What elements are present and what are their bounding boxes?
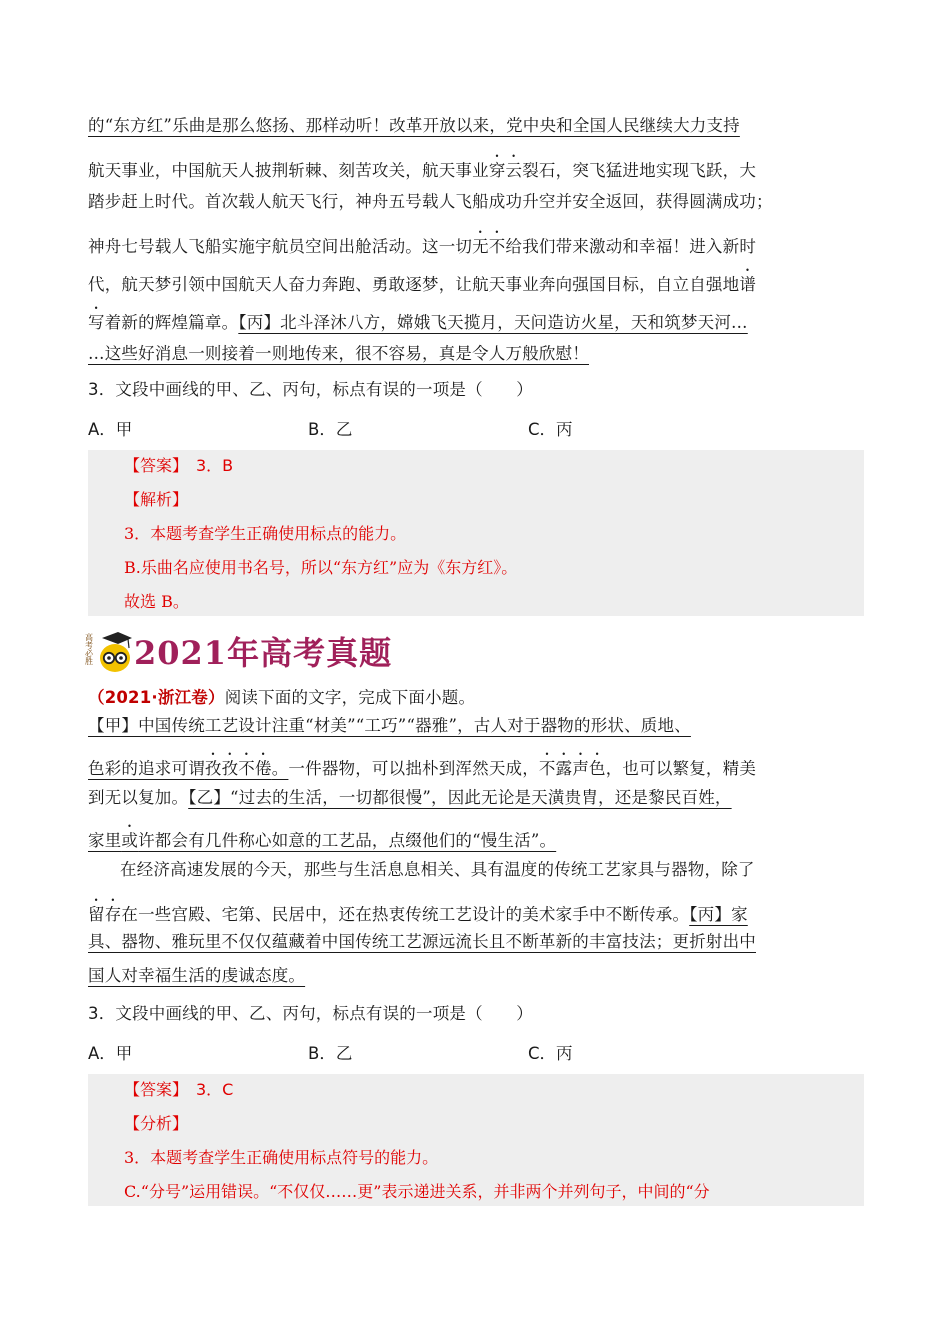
question1-option-c[interactable]: C．丙 (528, 420, 573, 439)
answer-box-1 (88, 450, 864, 616)
passage1-line-4: 神舟七号载人飞船实施宇航员空间出舱活动。这一切无不给我们带来激动和幸福！进入新时 (88, 237, 757, 256)
passage2-header: （2021·浙江卷）阅读下面的文字，完成下面小题。 (88, 688, 476, 707)
question1-option-b[interactable]: B．乙 (308, 420, 353, 439)
passage1-line-3: 踏步赶上时代。首次载人航天飞行，神舟五号载人飞船成功升空并安全返回，获得圆满成功； (88, 192, 773, 211)
analysis-line-3: 故选 B。 (124, 592, 189, 611)
question2-option-a[interactable]: A．甲 (88, 1044, 133, 1063)
underlined-sentence-jia: 【甲】中国传统工艺设计注重“材美”“工巧”“器雅”，古人对于器物的形状、质地、 (88, 716, 691, 735)
passage2-line-5: 在经济高速发展的今天，那些与生活息息相关、具有温度的传统工艺家具与器物，除了 (120, 860, 755, 879)
answer-label: 【答案】 3．C (124, 1080, 234, 1099)
graduation-cap-owl-icon (84, 622, 132, 676)
question2-text: 3．文段中画线的甲、乙、丙句，标点有误的一项是（ ） (88, 1004, 533, 1023)
question1-text: 3．文段中画线的甲、乙、丙句，标点有误的一项是（ ） (88, 380, 533, 399)
answer-box-2 (88, 1074, 864, 1206)
analysis-label: 【解析】 (124, 490, 189, 509)
emphasis-word: 写 (88, 313, 105, 332)
underlined-sentence-bing: 【丙】北斗泽沐八方，嫦娥飞天揽月，天问造访火星，天和筑梦天河… (238, 313, 748, 332)
underlined-sentence-yi: 的“东方红”乐曲是那么悠扬、那样动听！改革开放以来，党中央和全国人民继续大力支持 (88, 116, 740, 135)
passage2-line-8: 国人对幸福生活的虔诚态度。 (88, 966, 306, 985)
emphasis-word: 穿云 (488, 161, 523, 180)
passage2-line-1 (88, 714, 868, 738)
analysis-line-2: B.乐曲名应使用书名号，所以“东方红”应为《东方红》。 (124, 558, 518, 577)
emphasis-word: 无不 (472, 237, 506, 256)
passage2-line-7: 具、器物、雅玩里不仅仅蕴藏着中国传统工艺源远流长且不断革新的丰富技法；更折射出中 (88, 932, 756, 951)
analysis-label: 【分析】 (124, 1114, 189, 1133)
analysis-line-1: 3．本题考查学生正确使用标点符号的能力。 (124, 1148, 439, 1167)
analysis-line-2: C.“分号”运用错误。“不仅仅……更”表示递进关系，并非两个并列句子，中间的“分 (124, 1182, 710, 1201)
emphasis-word: 或 (121, 831, 139, 850)
answer-label: 【答案】 3．B (124, 456, 234, 475)
source-label: （2021·浙江卷） (88, 688, 225, 707)
question1-option-a[interactable]: A．甲 (88, 420, 133, 439)
passage1-line-6: 写着新的辉煌篇章。【丙】北斗泽沐八方，嫦娥飞天揽月，天问造访火星，天和筑梦天河… (88, 313, 748, 332)
logo-char: 高考必胜 (84, 633, 94, 665)
emphasis-word: 留存 (88, 905, 122, 924)
question2-option-c[interactable]: C．丙 (528, 1044, 573, 1063)
passage1-line-1 (88, 114, 868, 138)
section-banner (84, 622, 488, 676)
banner-title: 2021年高考真题 (134, 634, 393, 672)
passage1-line-2: 航天事业，中国航天人披荆斩棘、刻苦攻关，航天事业穿云裂石，突飞猛进地实现飞跃，大 (88, 161, 757, 180)
underlined-sentence-yi: 【乙】“过去的生活，一切都很慢”，因此无论是天潢贵胄，还是黎民百姓， (188, 788, 732, 807)
emphasis-word: 不露声色 (538, 759, 606, 778)
passage2-line-6: 留存在一些宫殿、宅第、民居中，还在热衷传统工艺设计的美术家手中不断传承。【丙】家 (88, 905, 748, 924)
passage2-line-3: 到无以复加。【乙】“过去的生活，一切都很慢”，因此无论是天潢贵胄，还是黎民百姓， (88, 788, 732, 807)
passage1-line-5: 代，航天梦引领中国航天人奋力奔跑、勇敢逐梦，让航天事业奔向强国目标，自立自强地谱 (88, 275, 757, 294)
passage2-line-2: 色彩的追求可谓孜孜不倦。一件器物，可以拙朴到浑然天成，不露声色，也可以繁复，精美 (88, 759, 757, 778)
emphasis-word: 谱 (739, 275, 757, 294)
passage2-line-4: 家里或许都会有几件称心如意的工艺品，点缀他们的“慢生活”。 (88, 831, 557, 850)
emphasis-word: 孜孜不倦 (204, 759, 272, 778)
underlined-sentence-bing: 【丙】家 (689, 905, 748, 924)
question2-option-b[interactable]: B．乙 (308, 1044, 353, 1063)
analysis-line-1: 3．本题考查学生正确使用标点的能力。 (124, 524, 407, 543)
passage1-line-7: …这些好消息一则接着一则地传来，很不容易，真是令人万般欣慰！ (88, 344, 589, 363)
